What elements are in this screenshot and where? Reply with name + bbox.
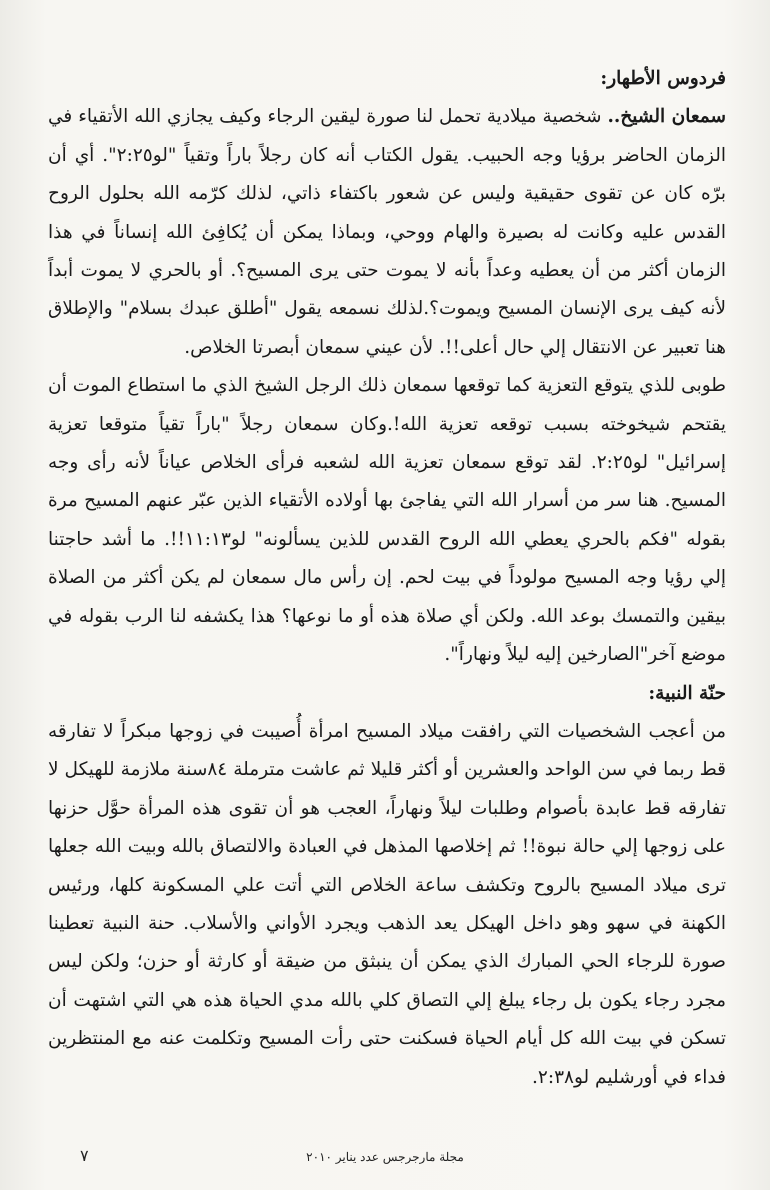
simeon-paragraph-text: شخصية ميلادية تحمل لنا صورة ليقين الرجاء وكيف يجازي الله الأتقياء في الزمان الحاضر برؤيا وجه الحبيب. يقول الكتاب أنه كان رجلاً باراً وتقياً "لو٢:٢٥". أي أن برّه كان عن تقوى حقيقية وليس عن شعور باكتفاء ذاتي، لذلك كرّمه الله بحلول الروح القدس عليه وكانت له بصيرة والهام ووحي، وبماذا يمكن أن يُكافِئ الله إنساناً في هذا الزمان أكثر من أن يعطيه وعداً بأنه لا يموت حتى يرى المسيح؟. أو بالحري لا يموت أبداً لأنه كيف يرى الإنسان المسيح ويموت؟.لذلك نسمعه يقول "أطلق عبدك بسلام" والإطلاق هنا تعبير عن الانتقال إلي حال أعلى!!. لأن عيني سمعان أبصرتا الخلاص.: [48, 106, 726, 358]
section-heading-firdaws: فردوس الأطهار:: [600, 68, 726, 89]
page-number: ٧: [80, 1146, 89, 1165]
paragraph-simeon-consolation: طوبى للذي يتوقع التعزية كما توقعها سمعان ذلك الرجل الشيخ الذي ما استطاع الموت أن يقتحم شيخوخته بسبب توقعه تعزية الله!.وكان سمعان رجلاً "باراً تقياً متوقعا تعزية إسرائيل" لو٢:٢٥. لقد توقع سمعان تعزية الله لشعبه فرأى الخلاص عياناً لأنه رأى وجه المسيح. هنا سر من أسرار الله التي يفاجئ بها أولاده الأتقياء الذين عبّر عنهم المسيح مرة بقوله "فكم بالحري يعطي الله الروح القدس للذين يسألونه" لو١١:١٣!!. ما أشد حاجتنا إلي رؤيا وجه المسيح مولوداً في بيت لحم. إن رأس مال سمعان لم يكن أكثر من الصلاة بيقين والتمسك بوعد الله. ولكن أي صلاة هذه أو ما نوعها؟ هذا يكشفه لنا الرب بقوله في موضع آخر"الصارخين إليه ليلاً ونهاراً".: [48, 375, 726, 666]
article-body: [48, 60, 726, 1097]
section-heading-anna: حنّة النبية:: [648, 682, 726, 704]
simeon-lead-text: سمعان الشيخ..: [607, 106, 726, 128]
paragraph-simeon-intro: [48, 98, 726, 367]
magazine-footer-title: مجلة مارجرجس عدد يناير ٢٠١٠: [306, 1150, 464, 1164]
paragraph-anna: من أعجب الشخصيات التي رافقت ميلاد المسيح امرأة أُصيبت في زوجها مبكراً لا تفارقه قط ربما في سن الواحد والعشرين أو أكثر قليلا ثم عاشت مترملة ٨٤سنة ملازمة للهيكل لا تفارقه قط عابدة بأصوام وطلبات ليلاً ونهاراً، العجب هو أن تقوى هذه المرأة حوَّل حزنها على زوجها إلي حالة نبوة!! ثم إخلاصها المذهل في العبادة والالتصاق بالله وبيت الله جعلها ترى ميلاد المسيح بالروح وتكشف ساعة الخلاص التي أتت علي المسكونة كلها، ورئيس الكهنة في سهو وهو داخل الهيكل يعد الذهب ويجرد الأواني والأسلاب. حنة النبية تعطينا صورة للرجاء الحي المبارك الذي يمكن أن ينبثق من ضيقة أو كارثة أو حزن؛ ولكن ليس مجرد رجاء يكون بل رجاء يبلغ إلي التصاق كلي بالله مدي الحياة هذه هي التي اشتهت أن تسكن في بيت الله كل أيام الحياة فسكنت حتى رأت المسيح وتكلمت عنه مع المنتظرين فداء في أورشليم لو٢:٣٨.: [48, 720, 726, 1088]
